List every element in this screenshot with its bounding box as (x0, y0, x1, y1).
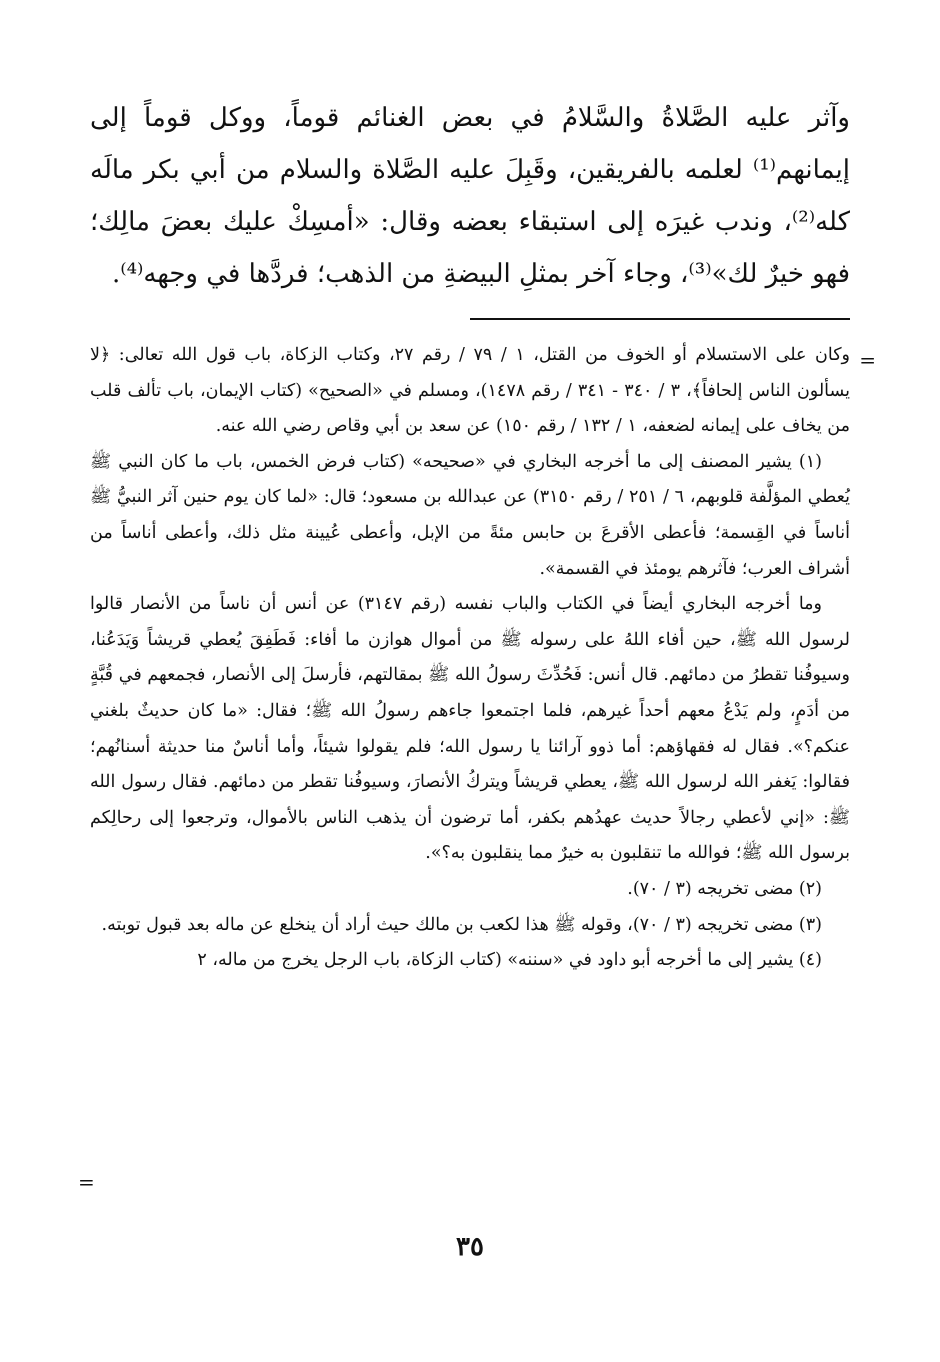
continuation-mark-start: = (859, 348, 876, 372)
footnote-2: (٢) مضى تخريجه (٣ / ٧٠). (627, 878, 822, 899)
main-paragraph: وآثر عليه الصَّلاةُ والسَّلامُ في بعض الغنائم قوماً، ووكل قوماً إلى إيمانهم⁽¹⁾ لعلمه بالفريقين، وقَبِلَ عليه الصَّلاة والسلام من أبي بكر مالَه كله⁽²⁾، وندب غيرَه إلى استبقاء بعضه وقال: «أمسِكْ عليك بعضَ مالِك؛ فهو خيرٌ لك»⁽³⁾، وجاء آخر بمثلِ البيضةِ من الذهب؛ فردَّها في وجهه⁽⁴⁾. (90, 103, 850, 289)
footnotes-block (90, 338, 850, 979)
main-text-block (90, 92, 850, 300)
footnote-4: (٤) يشير إلى ما أخرجه أبو داود في «سننه» (كتاب الزكاة، باب الرجل يخرج من ماله، ٢ (197, 950, 822, 971)
footnote-1: (١) يشير المصنف إلى ما أخرجه البخاري في «صحيحه» (كتاب فرض الخمس، باب ما كان النبي ﷺ يُعطي المؤلَّفة قلوبهم، ٦ / ٢٥١ / رقم ٣١٥٠) عن عبدالله بن مسعود؛ قال: «لما كان يوم حنين آثر النبيُّ ﷺ أناساً في القِسمة؛ فأعطى الأقرعَ بن حابس مئةً من الإبل، وأعطى عُيينة مثل ذلك، وأعطى أناساً من أشراف العرب؛ فآثرهم يومئذ في القسمة». (90, 451, 850, 579)
footnote-separator (470, 318, 850, 320)
footnote-1-continued: وما أخرجه البخاري أيضاً في الكتاب والباب نفسه (رقم ٣١٤٧) عن أنس أن ناساً من الأنصار قالوا لرسول الله ﷺ، حين أفاء اللهُ على رسوله ﷺ من أموال هوازن ما أفاء: فَطَفِقَ يُعطي قريشاً وَيَدَعُنا، وسيوفُنا تقطرُ من دمائهم. قال أنس: فَحُدِّثَ رسولُ الله ﷺ بمقالتهم، فأرسلَ إلى الأنصار، فجمعهم في قُبَّةٍ من أدَمٍ، ولم يَدْعُ معهم أحداً غيرهم، فلما اجتمعوا جاءهم رسولُ الله ﷺ؛ فقال: «ما كان حديثٌ بلغني عنكم؟». فقال له فقهاؤهم: أما ذوو آرائنا يا رسول الله؛ فلم يقولوا شيئاً، وأما أناسٌ منا حديثة أسنانُهم؛ فقالوا: يَغفر الله لرسول الله ﷺ، يعطي قريشاً ويتركُ الأنصارَ، وسيوفُنا تقطر من دمائهم. فقال رسول الله ﷺ: «إني لأعطي رجالاً حديث عهدُهم بكفر، أما ترضون أن يذهب الناس بالأموال، وترجعوا إلى رحالِكم برسول الله ﷺ؛ فوالله ما تنقلبون به خيرٌ مما ينقلبون به؟». (90, 594, 850, 864)
footnote-continued: وكان على الاستسلام أو الخوف من القتل، ١ / ٧٩ / رقم ٢٧، وكتاب الزكاة، باب قول الله تعالى: ﴿لا يسألون الناس إلحافاً﴾، ٣ / ٣٤٠ - ٣٤١ / رقم ١٤٧٨)، ومسلم في «الصحيح» (كتاب الإيمان، باب تألف قلب من يخاف على إيمانه لضعفه، ١ / ١٣٢ / رقم ١٥٠) عن سعد بن أبي وقاص رضي الله عنه. (90, 345, 850, 437)
footnote-3: (٣) مضى تخريجه (٣ / ٧٠)، وقوله ﷺ هذا لكعب بن مالك حيث أراد أن ينخلع عن ماله بعد قبول توبته. (101, 914, 822, 935)
page-number: ٣٥ (456, 1232, 484, 1262)
continuation-mark-end: = (78, 1170, 95, 1194)
